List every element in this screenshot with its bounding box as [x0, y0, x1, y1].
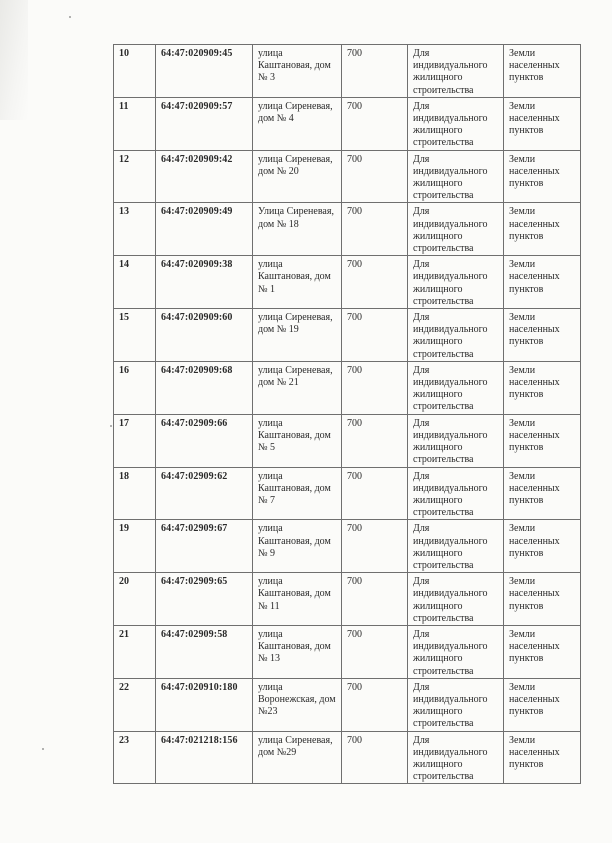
table-row: [114, 97, 581, 150]
plot-address: улица Каштановая, дом № 11: [253, 573, 342, 626]
permitted-use: Для индивидуального жилищного строительства: [408, 45, 504, 98]
plot-area: 700: [342, 256, 408, 309]
row-number: 10: [114, 45, 156, 98]
permitted-use: Для индивидуального жилищного строительства: [408, 678, 504, 731]
row-number: 22: [114, 678, 156, 731]
plot-area: 700: [342, 45, 408, 98]
table-row: [114, 414, 581, 467]
row-number: 13: [114, 203, 156, 256]
table-row: [114, 731, 581, 784]
table-row: [114, 520, 581, 573]
cadastral-number: 64:47:021218:156: [156, 731, 253, 784]
table-row: [114, 625, 581, 678]
cadastral-number: 64:47:02909:66: [156, 414, 253, 467]
plot-area: 700: [342, 625, 408, 678]
land-category: Земли населенных пунктов: [504, 309, 581, 362]
plot-address: улица Каштановая, дом № 7: [253, 467, 342, 520]
row-number: 11: [114, 97, 156, 150]
table-row: [114, 309, 581, 362]
row-number: 17: [114, 414, 156, 467]
permitted-use: Для индивидуального жилищного строительства: [408, 309, 504, 362]
cadastral-number: 64:47:020909:49: [156, 203, 253, 256]
plot-address: улица Каштановая, дом № 13: [253, 625, 342, 678]
land-category: Земли населенных пунктов: [504, 256, 581, 309]
cadastral-number: 64:47:02909:62: [156, 467, 253, 520]
permitted-use: Для индивидуального жилищного строительства: [408, 731, 504, 784]
scan-speck: [42, 748, 44, 750]
plot-area: 700: [342, 309, 408, 362]
table-row: [114, 203, 581, 256]
table-row: [114, 150, 581, 203]
permitted-use: Для индивидуального жилищного строительства: [408, 573, 504, 626]
cadastral-number: 64:47:02909:58: [156, 625, 253, 678]
permitted-use: Для индивидуального жилищного строительства: [408, 520, 504, 573]
row-number: 14: [114, 256, 156, 309]
row-number: 20: [114, 573, 156, 626]
table-body: [114, 45, 581, 784]
land-category: Земли населенных пунктов: [504, 678, 581, 731]
land-category: Земли населенных пунктов: [504, 203, 581, 256]
permitted-use: Для индивидуального жилищного строительства: [408, 256, 504, 309]
plot-address: улица Сиреневая, дом № 19: [253, 309, 342, 362]
permitted-use: Для индивидуального жилищного строительства: [408, 467, 504, 520]
cadastral-number: 64:47:020909:57: [156, 97, 253, 150]
cadastral-number: 64:47:020909:42: [156, 150, 253, 203]
plot-address: улица Каштановая, дом № 1: [253, 256, 342, 309]
plot-address: улица Каштановая, дом № 3: [253, 45, 342, 98]
row-number: 16: [114, 361, 156, 414]
plot-area: 700: [342, 203, 408, 256]
table-row: [114, 573, 581, 626]
cadastral-number: 64:47:020909:45: [156, 45, 253, 98]
plot-address: улица Сиреневая, дом № 20: [253, 150, 342, 203]
plot-area: 700: [342, 97, 408, 150]
permitted-use: Для индивидуального жилищного строительства: [408, 625, 504, 678]
plot-area: 700: [342, 414, 408, 467]
plot-area: 700: [342, 520, 408, 573]
plot-area: 700: [342, 150, 408, 203]
plot-area: 700: [342, 731, 408, 784]
table-row: [114, 45, 581, 98]
land-category: Земли населенных пунктов: [504, 45, 581, 98]
land-category: Земли населенных пунктов: [504, 731, 581, 784]
cadastral-number: 64:47:02909:65: [156, 573, 253, 626]
table-row: [114, 467, 581, 520]
scan-shadow: [0, 0, 28, 120]
plot-area: 700: [342, 678, 408, 731]
land-category: Земли населенных пунктов: [504, 520, 581, 573]
cadastral-number: 64:47:02909:67: [156, 520, 253, 573]
land-category: Земли населенных пунктов: [504, 414, 581, 467]
table-row: [114, 678, 581, 731]
permitted-use: Для индивидуального жилищного строительства: [408, 97, 504, 150]
land-category: Земли населенных пунктов: [504, 467, 581, 520]
land-category: Земли населенных пунктов: [504, 361, 581, 414]
plot-area: 700: [342, 361, 408, 414]
row-number: 19: [114, 520, 156, 573]
land-plots-table: [113, 44, 581, 784]
plot-address: улица Сиреневая, дом №29: [253, 731, 342, 784]
table-row: [114, 256, 581, 309]
row-number: 21: [114, 625, 156, 678]
cadastral-number: 64:47:020909:68: [156, 361, 253, 414]
land-category: Земли населенных пунктов: [504, 573, 581, 626]
plot-address: улица Воронежская, дом №23: [253, 678, 342, 731]
permitted-use: Для индивидуального жилищного строительства: [408, 361, 504, 414]
row-number: 12: [114, 150, 156, 203]
land-category: Земли населенных пунктов: [504, 150, 581, 203]
land-category: Земли населенных пунктов: [504, 97, 581, 150]
plot-address: улица Каштановая, дом № 5: [253, 414, 342, 467]
plot-address: улица Сиреневая, дом № 21: [253, 361, 342, 414]
permitted-use: Для индивидуального жилищного строительства: [408, 203, 504, 256]
cadastral-number: 64:47:020909:60: [156, 309, 253, 362]
plot-area: 700: [342, 467, 408, 520]
plot-area: 700: [342, 573, 408, 626]
scan-speck: [110, 425, 112, 427]
permitted-use: Для индивидуального жилищного строительства: [408, 150, 504, 203]
row-number: 15: [114, 309, 156, 362]
scan-speck: [69, 16, 71, 18]
permitted-use: Для индивидуального жилищного строительства: [408, 414, 504, 467]
land-category: Земли населенных пунктов: [504, 625, 581, 678]
plot-address: улица Каштановая, дом № 9: [253, 520, 342, 573]
table-row: [114, 361, 581, 414]
row-number: 23: [114, 731, 156, 784]
row-number: 18: [114, 467, 156, 520]
cadastral-number: 64:47:020910:180: [156, 678, 253, 731]
cadastral-number: 64:47:020909:38: [156, 256, 253, 309]
plot-address: Улица Сиреневая, дом № 18: [253, 203, 342, 256]
plot-address: улица Сиреневая, дом № 4: [253, 97, 342, 150]
